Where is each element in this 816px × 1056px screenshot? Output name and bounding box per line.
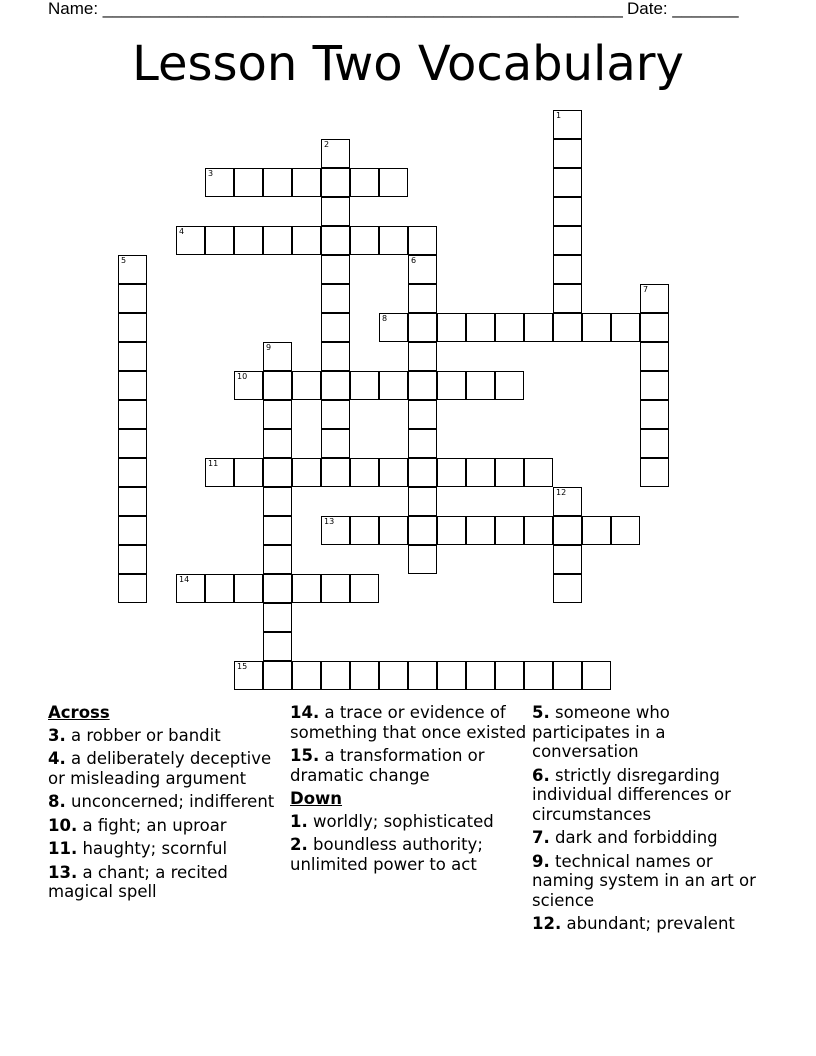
grid-cell[interactable]: [234, 371, 263, 400]
across-clue-list: [48, 726, 286, 902]
grid-cell[interactable]: [408, 458, 437, 487]
grid-cell[interactable]: [408, 284, 437, 313]
grid-cell[interactable]: [118, 574, 147, 603]
clue-number: 13: [324, 517, 335, 526]
clues-column-1: [48, 703, 286, 906]
grid-cell[interactable]: [292, 168, 321, 197]
grid-cell[interactable]: [553, 255, 582, 284]
grid-cell[interactable]: [118, 342, 147, 371]
grid-cell[interactable]: [466, 313, 495, 342]
clue-item: [532, 852, 770, 911]
grid-cell[interactable]: [611, 516, 640, 545]
grid-cell[interactable]: [350, 516, 379, 545]
grid-cell[interactable]: [118, 284, 147, 313]
grid-cell[interactable]: [118, 400, 147, 429]
clue-number: 7: [643, 285, 649, 294]
grid-cell[interactable]: [263, 661, 292, 690]
clue-item: [48, 816, 286, 836]
grid-cell[interactable]: [640, 371, 669, 400]
grid-cell[interactable]: [350, 661, 379, 690]
clue-number: 3: [208, 169, 214, 178]
grid-cell[interactable]: [321, 574, 350, 603]
grid-cell[interactable]: [524, 516, 553, 545]
clue-item: [48, 749, 286, 788]
grid-cell[interactable]: [495, 661, 524, 690]
grid-cell[interactable]: [321, 429, 350, 458]
clue-number-label: 11.: [48, 839, 78, 858]
grid-cell[interactable]: [321, 284, 350, 313]
grid-cell[interactable]: [118, 458, 147, 487]
clue-text: haughty; scornful: [77, 839, 228, 858]
grid-cell[interactable]: [466, 371, 495, 400]
grid-cell[interactable]: [350, 371, 379, 400]
grid-cell[interactable]: [495, 516, 524, 545]
grid-cell[interactable]: [553, 545, 582, 574]
grid-cell[interactable]: [379, 516, 408, 545]
grid-cell[interactable]: [553, 487, 582, 516]
clue-text: dark and forbidding: [549, 828, 718, 847]
grid-cell[interactable]: [205, 226, 234, 255]
grid-cell[interactable]: [408, 516, 437, 545]
grid-cell[interactable]: [524, 661, 553, 690]
clue-number: 14: [179, 575, 190, 584]
grid-cell[interactable]: [350, 574, 379, 603]
grid-cell[interactable]: [524, 313, 553, 342]
grid-cell[interactable]: [350, 226, 379, 255]
clue-number-label: 1.: [290, 811, 308, 831]
grid-cell[interactable]: [437, 661, 466, 690]
clue-item: [532, 914, 770, 934]
grid-cell[interactable]: [321, 661, 350, 690]
grid-cell[interactable]: [321, 168, 350, 197]
clue-number-label: 6.: [532, 765, 550, 785]
grid-cell[interactable]: [176, 574, 205, 603]
grid-cell[interactable]: [379, 371, 408, 400]
grid-cell[interactable]: [263, 545, 292, 574]
grid-cell[interactable]: [524, 458, 553, 487]
clue-number: 11: [208, 459, 219, 468]
name-field[interactable]: Name: _______________________________________________________: [48, 0, 623, 18]
grid-cell[interactable]: [553, 661, 582, 690]
grid-cell[interactable]: [408, 400, 437, 429]
grid-cell[interactable]: [437, 516, 466, 545]
grid-cell[interactable]: [640, 429, 669, 458]
grid-cell[interactable]: [234, 168, 263, 197]
clue-text: worldly; sophisticated: [307, 811, 494, 831]
grid-cell[interactable]: [321, 516, 350, 545]
clue-number-label: 5.: [532, 703, 550, 722]
grid-cell[interactable]: [553, 197, 582, 226]
clue-number: 8: [382, 314, 388, 323]
grid-cell[interactable]: [582, 516, 611, 545]
grid-cell[interactable]: [408, 429, 437, 458]
grid-cell[interactable]: [292, 661, 321, 690]
grid-cell[interactable]: [118, 516, 147, 545]
grid-cell[interactable]: [263, 371, 292, 400]
grid-cell[interactable]: [495, 371, 524, 400]
grid-cell[interactable]: [321, 400, 350, 429]
clue-item: [532, 828, 770, 848]
grid-cell[interactable]: [640, 458, 669, 487]
grid-cell[interactable]: [263, 429, 292, 458]
grid-cell[interactable]: [205, 168, 234, 197]
grid-cell[interactable]: [263, 168, 292, 197]
down-heading: Down: [290, 789, 343, 808]
page-title: Lesson Two Vocabulary: [132, 36, 684, 92]
clue-text: strictly disregarding individual differences or circumstances: [532, 765, 731, 824]
grid-cell[interactable]: [234, 226, 263, 255]
grid-cell[interactable]: [408, 661, 437, 690]
down-clue-list: [290, 812, 528, 875]
clue-number: 4: [179, 227, 185, 236]
across-heading: Across: [48, 703, 110, 722]
grid-cell[interactable]: [234, 661, 263, 690]
clue-item: [48, 863, 286, 902]
grid-cell[interactable]: [379, 458, 408, 487]
grid-cell[interactable]: [379, 661, 408, 690]
grid-cell[interactable]: [582, 313, 611, 342]
grid-cell[interactable]: [292, 226, 321, 255]
grid-cell[interactable]: [263, 632, 292, 661]
grid-cell[interactable]: [408, 255, 437, 284]
clue-number-label: 7.: [532, 828, 550, 847]
grid-cell[interactable]: [437, 313, 466, 342]
grid-cell[interactable]: [118, 487, 147, 516]
clue-number: 15: [237, 662, 248, 671]
clue-item: [290, 812, 528, 832]
clues-column-3: [532, 703, 770, 938]
grid-cell[interactable]: [321, 342, 350, 371]
clue-number-label: 15.: [290, 746, 320, 765]
grid-cell[interactable]: [640, 284, 669, 313]
down-clue-list-continued: [532, 703, 770, 934]
clue-text: boundless authority; unlimited power to act: [290, 835, 483, 874]
grid-cell[interactable]: [553, 574, 582, 603]
clues-column-2: [290, 703, 528, 878]
grid-cell[interactable]: [234, 458, 263, 487]
grid-cell[interactable]: [379, 168, 408, 197]
grid-cell[interactable]: [379, 313, 408, 342]
grid-cell[interactable]: [466, 458, 495, 487]
grid-cell[interactable]: [292, 574, 321, 603]
grid-cell[interactable]: [350, 168, 379, 197]
grid-cell[interactable]: [263, 400, 292, 429]
grid-cell[interactable]: [495, 313, 524, 342]
clue-number-label: 10.: [48, 815, 78, 835]
clue-item: [48, 792, 286, 812]
grid-cell[interactable]: [408, 545, 437, 574]
clue-number: 1: [556, 111, 562, 120]
grid-cell[interactable]: [466, 661, 495, 690]
grid-cell[interactable]: [205, 574, 234, 603]
grid-cell[interactable]: [205, 458, 234, 487]
grid-cell[interactable]: [553, 284, 582, 313]
grid-cell[interactable]: [263, 342, 292, 371]
grid-cell[interactable]: [263, 516, 292, 545]
grid-cell[interactable]: [553, 516, 582, 545]
clue-item: [532, 703, 770, 762]
clue-text: unconcerned; indifferent: [65, 792, 275, 811]
grid-cell[interactable]: [321, 255, 350, 284]
grid-cell[interactable]: [611, 313, 640, 342]
grid-cell[interactable]: [118, 313, 147, 342]
grid-cell[interactable]: [379, 226, 408, 255]
clue-text: a deliberately deceptive or misleading argument: [48, 749, 272, 788]
grid-cell[interactable]: [495, 458, 524, 487]
clue-text: technical names or naming system in an art or science: [532, 851, 756, 910]
grid-cell[interactable]: [321, 313, 350, 342]
clue-number-label: 8.: [48, 792, 66, 811]
clue-number-label: 12.: [532, 914, 562, 933]
grid-cell[interactable]: [553, 313, 582, 342]
clue-number: 9: [266, 343, 272, 352]
clue-text: a chant; a recited magical spell: [48, 862, 228, 901]
grid-cell[interactable]: [292, 458, 321, 487]
clue-item: [532, 766, 770, 825]
clue-number-label: 3.: [48, 725, 66, 745]
grid-cell[interactable]: [466, 516, 495, 545]
clue-text: a transformation or dramatic change: [290, 746, 485, 785]
grid-cell[interactable]: [321, 371, 350, 400]
grid-cell[interactable]: [118, 371, 147, 400]
clue-number: 6: [411, 256, 417, 265]
grid-cell[interactable]: [553, 168, 582, 197]
grid-cell[interactable]: [292, 371, 321, 400]
clue-number-label: 14.: [290, 703, 320, 722]
grid-cell[interactable]: [553, 110, 582, 139]
grid-cell[interactable]: [408, 487, 437, 516]
grid-cell[interactable]: [408, 313, 437, 342]
clue-number-label: 13.: [48, 862, 78, 882]
grid-cell[interactable]: [263, 458, 292, 487]
clue-item: [48, 839, 286, 859]
clue-number: 2: [324, 140, 330, 149]
grid-cell[interactable]: [118, 255, 147, 284]
grid-cell[interactable]: [553, 226, 582, 255]
grid-cell[interactable]: [321, 197, 350, 226]
grid-cell[interactable]: [350, 458, 379, 487]
grid-cell[interactable]: [640, 313, 669, 342]
clue-item: [48, 726, 286, 746]
clue-item: [290, 835, 528, 874]
grid-cell[interactable]: [582, 661, 611, 690]
grid-cell[interactable]: [234, 574, 263, 603]
grid-cell[interactable]: [263, 603, 292, 632]
clue-item: [290, 703, 528, 742]
clue-text: abundant; prevalent: [561, 914, 735, 933]
grid-cell[interactable]: [640, 400, 669, 429]
grid-cell[interactable]: [321, 139, 350, 168]
grid-cell[interactable]: [437, 371, 466, 400]
clue-number: 10: [237, 372, 248, 381]
grid-cell[interactable]: [321, 458, 350, 487]
clue-item: [290, 746, 528, 785]
clue-text: a trace or evidence of something that once existed: [290, 703, 527, 742]
grid-cell[interactable]: [408, 371, 437, 400]
grid-cell[interactable]: [408, 342, 437, 371]
clue-text: someone who participates in a conversation: [532, 703, 670, 761]
clue-text: a robber or bandit: [65, 725, 221, 745]
grid-cell[interactable]: [263, 574, 292, 603]
across-clue-list-continued: [290, 703, 528, 785]
grid-cell[interactable]: [640, 342, 669, 371]
grid-cell[interactable]: [263, 226, 292, 255]
grid-cell[interactable]: [437, 458, 466, 487]
clue-number: 5: [121, 256, 127, 265]
grid-cell[interactable]: [263, 487, 292, 516]
grid-cell[interactable]: [321, 226, 350, 255]
grid-cell[interactable]: [408, 226, 437, 255]
date-field[interactable]: Date: _______: [627, 0, 739, 18]
grid-cell[interactable]: [176, 226, 205, 255]
grid-cell[interactable]: [553, 139, 582, 168]
clue-number-label: 2.: [290, 835, 308, 854]
grid-cell[interactable]: [118, 545, 147, 574]
grid-cell[interactable]: [118, 429, 147, 458]
clue-number: 12: [556, 488, 567, 497]
clue-text: a fight; an uproar: [77, 815, 227, 835]
clue-number-label: 4.: [48, 749, 66, 768]
clue-number-label: 9.: [532, 851, 550, 871]
